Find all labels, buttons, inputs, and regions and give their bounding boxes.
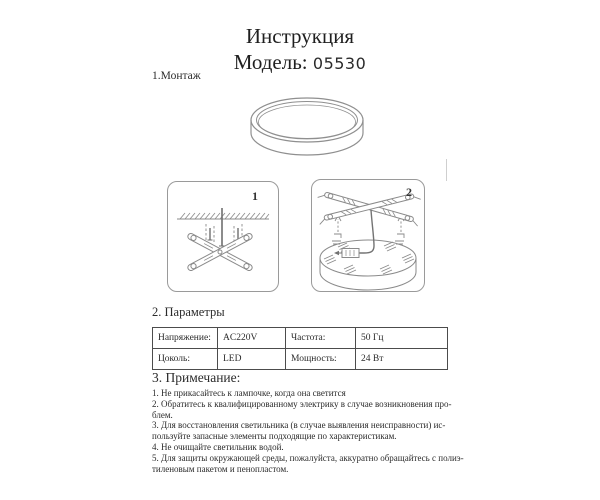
note-line: 2. Обратитесь к квалифицированному электрику в случае возникновения про- <box>152 398 452 409</box>
section-heading-parameters: 2. Параметры <box>152 305 225 319</box>
param-label-voltage: Напряжение: <box>153 328 218 349</box>
step-2-number: 2 <box>406 185 412 199</box>
note-line: пользуйте запасные элементы подходящие по характеристикам. <box>152 431 397 442</box>
param-value-frequency: 50 Гц <box>356 328 448 349</box>
step-2-panel <box>311 179 425 292</box>
note-line: блем. <box>152 409 173 420</box>
parameters-table <box>152 327 448 370</box>
note-line: 1. Не прикасайтесь к лампочке, когда она светится <box>152 388 346 398</box>
note-line: 4. Не очищайте светильник водой. <box>152 441 284 452</box>
note-line: 5. Для защиты окружающей среды, пожалуйста, аккуратно обращайтесь с полиэ- <box>152 452 464 463</box>
ceiling-lamp-icon <box>246 93 368 165</box>
page-title: Инструкция <box>245 24 355 48</box>
table-row-voltage-frequency <box>153 328 448 349</box>
model-number: 05530 <box>312 54 367 73</box>
param-label-power: Мощность: <box>286 349 356 370</box>
model-label: Модель: <box>233 50 308 74</box>
step-1-panel <box>167 181 279 292</box>
param-label-frequency: Частота: <box>286 328 356 349</box>
step-1-diagram-icon <box>168 182 278 291</box>
section-heading-notes: 3. Примечание: <box>152 370 241 385</box>
section-heading-montage: 1.Монтаж <box>152 70 201 82</box>
param-value-socket: LED <box>218 349 286 370</box>
param-value-voltage: AC220V <box>218 328 286 349</box>
note-line: тиленовым пакетом и пенопластом. <box>152 463 289 474</box>
step-1-number: 1 <box>252 189 258 203</box>
param-label-socket: Цоколь: <box>153 349 218 370</box>
table-row-socket-power <box>153 349 448 370</box>
model-line <box>0 50 600 76</box>
param-value-power: 24 Вт <box>356 349 448 370</box>
scan-artifact-line <box>446 159 447 181</box>
notes-list <box>152 388 472 474</box>
note-line: 3. Для восстановления светильника (в случае выявления неисправности) ис- <box>152 420 446 431</box>
